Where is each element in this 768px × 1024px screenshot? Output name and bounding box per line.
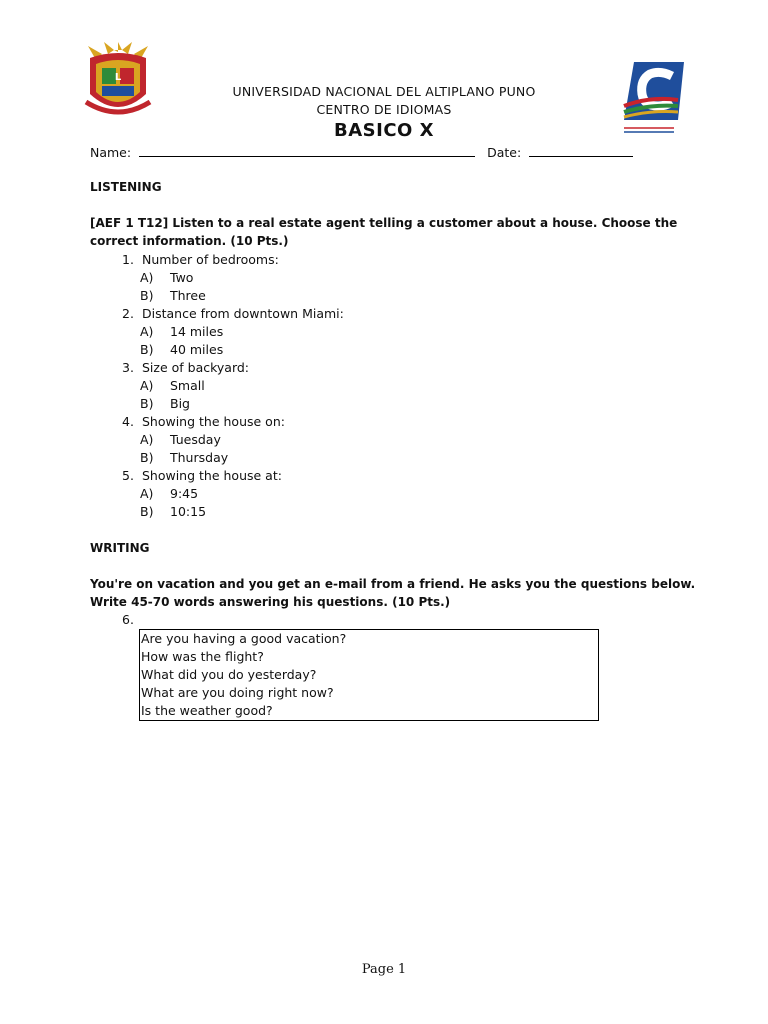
question-5: [122, 468, 282, 483]
option-text: Three: [170, 288, 206, 303]
center-name: CENTRO DE IDIOMAS: [316, 102, 452, 117]
option-1a[interactable]: [140, 270, 193, 285]
option-text: Big: [170, 396, 190, 411]
question-2: [122, 306, 344, 321]
email-questions-box: [139, 629, 599, 721]
box-question: How was the flight?: [141, 649, 264, 664]
question-4: [122, 414, 285, 429]
question-6-number: 6.: [122, 612, 134, 627]
option-letter: A): [140, 432, 154, 447]
option-4b[interactable]: [140, 450, 228, 465]
option-text: 14 miles: [170, 324, 224, 339]
question-text: Number of bedrooms:: [141, 252, 279, 267]
option-letter: B): [140, 342, 154, 357]
writing-instruction-1: You're on vacation and you get an e-mail from a friend. He asks you the questions below.: [90, 577, 696, 591]
question-number: 1.: [122, 252, 134, 267]
option-text: Small: [170, 378, 205, 393]
option-text: Thursday: [170, 450, 229, 465]
option-letter: A): [140, 486, 154, 501]
option-text: Tuesday: [170, 432, 221, 447]
date-label: Date:: [487, 145, 522, 160]
question-text: Distance from downtown Miami:: [141, 306, 344, 321]
option-5b[interactable]: [140, 504, 206, 519]
option-letter: A): [140, 378, 154, 393]
box-question: What did you do yesterday?: [141, 667, 317, 682]
question-text: Size of backyard:: [141, 360, 250, 375]
option-text: 40 miles: [170, 342, 224, 357]
option-2b[interactable]: [140, 342, 223, 357]
writing-heading: WRITING: [90, 541, 150, 555]
option-5a[interactable]: [140, 486, 198, 501]
option-text: Two: [170, 270, 194, 285]
question-3: [122, 360, 249, 375]
option-letter: B): [140, 504, 154, 519]
option-text: 10:15: [170, 504, 207, 519]
option-letter: B): [140, 450, 154, 465]
option-letter: A): [140, 270, 154, 285]
box-question: Are you having a good vacation?: [141, 631, 347, 646]
box-question: Is the weather good?: [141, 703, 273, 718]
page-title: BASICO X: [334, 120, 434, 141]
name-label: Name:: [90, 145, 132, 160]
question-1: [122, 252, 279, 267]
question-text: Showing the house at:: [141, 468, 282, 483]
university-name: UNIVERSIDAD NACIONAL DEL ALTIPLANO PUNO: [232, 84, 536, 99]
option-letter: B): [140, 288, 154, 303]
option-2a[interactable]: [140, 324, 223, 339]
question-number: 5.: [122, 468, 134, 483]
option-text: 9:45: [170, 486, 199, 501]
box-question: What are you doing right now?: [141, 685, 334, 700]
question-number: 2.: [122, 306, 134, 321]
question-text: Showing the house on:: [141, 414, 285, 429]
page-number: Page 1: [361, 962, 407, 977]
option-letter: A): [140, 324, 154, 339]
option-3b[interactable]: [140, 396, 190, 411]
listening-heading: LISTENING: [90, 180, 162, 194]
name-field[interactable]: [139, 144, 475, 157]
name-date-row: [90, 144, 633, 160]
writing-instruction-2: Write 45-70 words answering his questions. (10 Pts.): [90, 595, 451, 609]
option-letter: B): [140, 396, 154, 411]
date-field[interactable]: [529, 144, 633, 157]
question-number: 4.: [122, 414, 134, 429]
listening-instruction-2: correct information. (10 Pts.): [90, 234, 289, 248]
svg-text:L: L: [114, 72, 122, 83]
option-3a[interactable]: [140, 378, 205, 393]
option-1b[interactable]: [140, 288, 206, 303]
listening-instruction-1: [AEF 1 T12] Listen to a real estate agent telling a customer about a house. Choose the: [90, 216, 678, 230]
question-number: 3.: [122, 360, 134, 375]
option-4a[interactable]: [140, 432, 221, 447]
